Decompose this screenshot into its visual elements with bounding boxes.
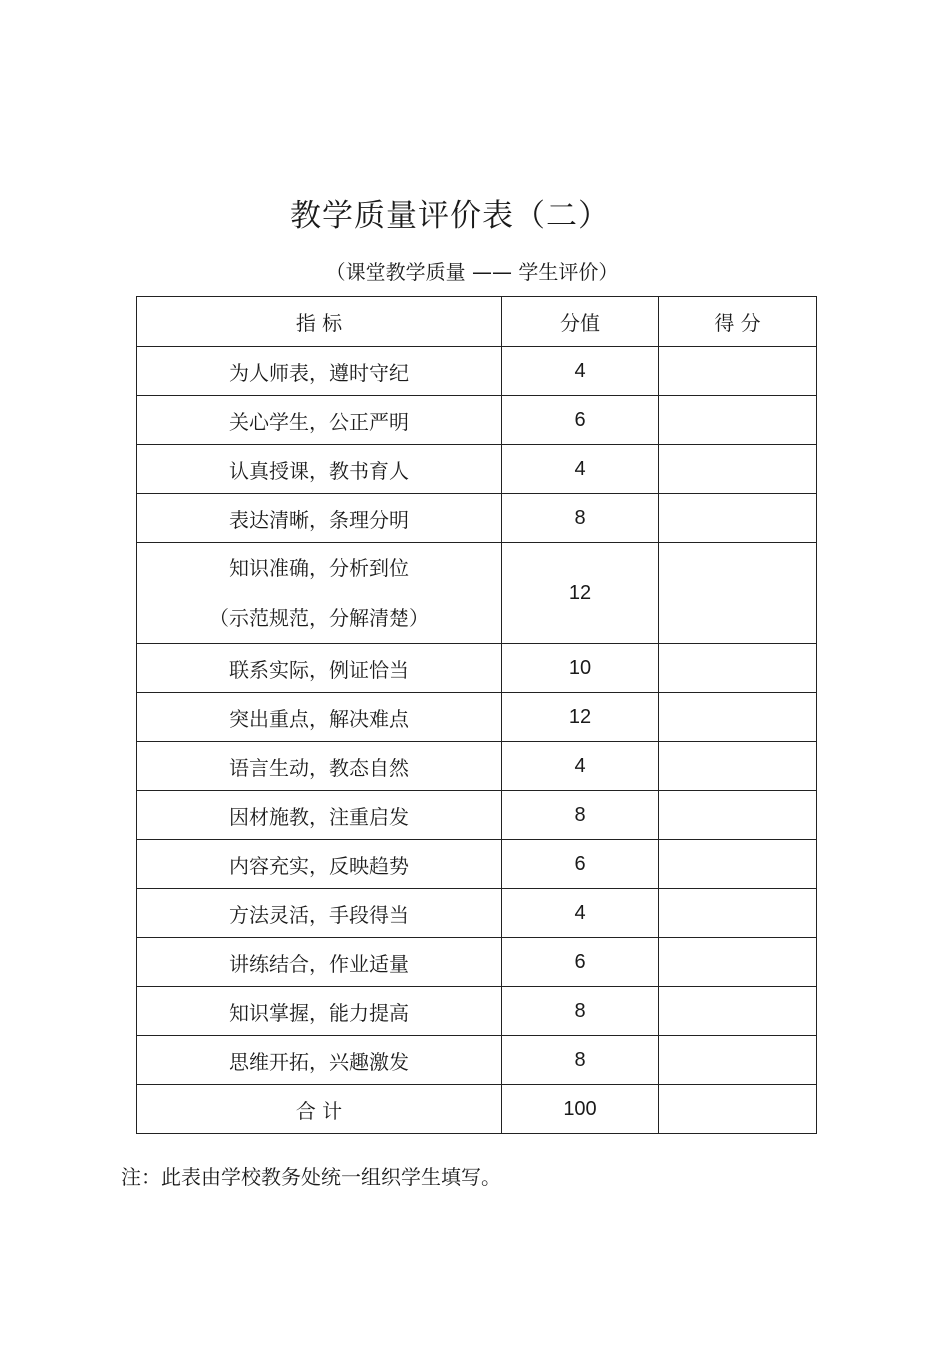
value-cell: 8 [502, 987, 659, 1036]
score-cell[interactable] [659, 791, 817, 840]
table-row [137, 494, 817, 543]
score-cell[interactable] [659, 840, 817, 889]
table-header-row [137, 297, 817, 347]
score-cell[interactable] [659, 543, 817, 644]
header-indicator [137, 297, 502, 347]
indicator-cell: 因材施教，注重启发 [137, 791, 502, 840]
value-cell: 4 [502, 347, 659, 396]
table-row [137, 791, 817, 840]
table-row [137, 840, 817, 889]
value-cell: 6 [502, 396, 659, 445]
score-cell[interactable] [659, 987, 817, 1036]
total-label: 合 计 [295, 1098, 343, 1123]
value-cell: 4 [502, 445, 659, 494]
table-row [137, 543, 817, 644]
table-row [137, 1036, 817, 1085]
page-subtitle: （课堂教学质量 —— 学生评价） [325, 260, 619, 284]
score-cell[interactable] [659, 742, 817, 791]
indicator-cell [137, 543, 502, 644]
indicator-cell: 方法灵活，手段得当 [137, 889, 502, 938]
value-cell: 6 [502, 840, 659, 889]
value-cell: 12 [502, 693, 659, 742]
table-row [137, 742, 817, 791]
total-row [137, 1085, 817, 1134]
indicator-cell: 突出重点，解决难点 [137, 693, 502, 742]
header-score-label: 得 分 [714, 311, 761, 335]
table-row [137, 396, 817, 445]
evaluation-table [136, 296, 817, 1134]
value-cell: 8 [502, 494, 659, 543]
indicator-cell: 讲练结合，作业适量 [137, 938, 502, 987]
indicator-cell: 认真授课，教书育人 [137, 445, 502, 494]
indicator-cell: 内容充实，反映趋势 [137, 840, 502, 889]
value-cell: 8 [502, 1036, 659, 1085]
header-value: 分值 [502, 297, 659, 347]
table-row [137, 987, 817, 1036]
footnote: 注：此表由学校教务处统一组织学生填写。 [121, 1165, 501, 1189]
indicator-line-1: 知识准确，分析到位 [229, 556, 409, 580]
score-cell[interactable] [659, 396, 817, 445]
value-cell: 10 [502, 644, 659, 693]
total-score-cell[interactable] [659, 1085, 817, 1134]
score-cell[interactable] [659, 693, 817, 742]
value-cell: 8 [502, 791, 659, 840]
value-cell: 12 [502, 543, 659, 644]
value-cell: 6 [502, 938, 659, 987]
score-cell[interactable] [659, 644, 817, 693]
indicator-cell: 知识掌握，能力提高 [137, 987, 502, 1036]
score-cell[interactable] [659, 494, 817, 543]
indicator-cell: 联系实际，例证恰当 [137, 644, 502, 693]
table-row [137, 644, 817, 693]
value-cell: 4 [502, 889, 659, 938]
total-value-cell: 100 [502, 1085, 659, 1134]
indicator-cell: 为人师表，遵时守纪 [137, 347, 502, 396]
indicator-cell: 表达清晰，条理分明 [137, 494, 502, 543]
table-row [137, 938, 817, 987]
score-cell[interactable] [659, 445, 817, 494]
header-score [659, 297, 817, 347]
value-cell: 4 [502, 742, 659, 791]
score-cell[interactable] [659, 1036, 817, 1085]
indicator-cell: 关心学生，公正严明 [137, 396, 502, 445]
table-row [137, 347, 817, 396]
score-cell[interactable] [659, 938, 817, 987]
indicator-cell: 语言生动，教态自然 [137, 742, 502, 791]
table-row [137, 889, 817, 938]
page-title: 教学质量评价表（二） [290, 198, 610, 234]
score-cell[interactable] [659, 347, 817, 396]
table-row [137, 445, 817, 494]
total-label-cell [137, 1085, 502, 1134]
score-cell[interactable] [659, 889, 817, 938]
table-row [137, 693, 817, 742]
indicator-line-2: （示范规范，分解清楚） [209, 606, 429, 630]
header-indicator-label: 指 标 [295, 311, 343, 335]
indicator-cell: 思维开拓，兴趣激发 [137, 1036, 502, 1085]
